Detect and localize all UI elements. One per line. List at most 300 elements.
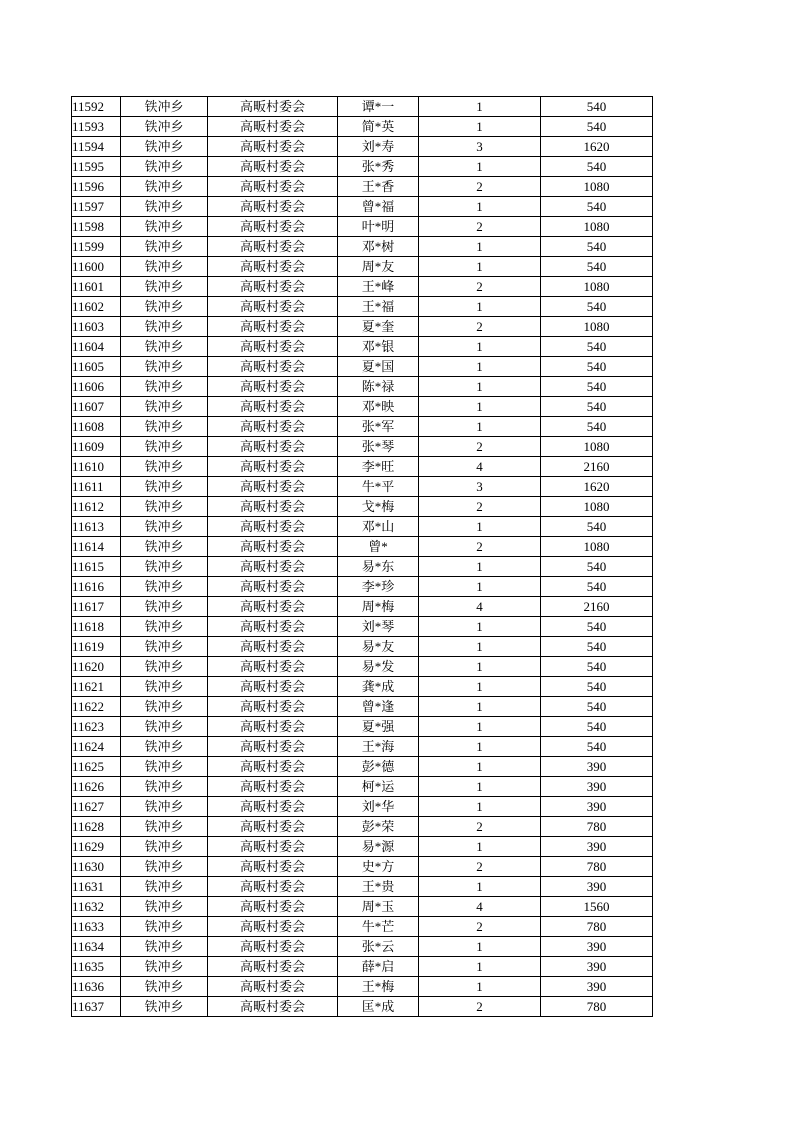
cell-township: 铁冲乡: [121, 437, 208, 457]
cell-person-name: 牛*平: [338, 477, 419, 497]
cell-amount: 540: [541, 197, 653, 217]
cell-serial-number: 11609: [72, 437, 121, 457]
cell-township: 铁冲乡: [121, 137, 208, 157]
cell-township: 铁冲乡: [121, 217, 208, 237]
table-row: [72, 817, 653, 837]
table-row: [72, 397, 653, 417]
cell-household-count: 2: [419, 817, 541, 837]
cell-township: 铁冲乡: [121, 637, 208, 657]
table-row: [72, 457, 653, 477]
cell-household-count: 1: [419, 777, 541, 797]
cell-township: 铁冲乡: [121, 877, 208, 897]
cell-township: 铁冲乡: [121, 337, 208, 357]
cell-household-count: 1: [419, 557, 541, 577]
cell-person-name: 周*玉: [338, 897, 419, 917]
table-row: [72, 417, 653, 437]
cell-village-committee: 高畈村委会: [208, 617, 338, 637]
cell-household-count: 1: [419, 757, 541, 777]
cell-household-count: 1: [419, 417, 541, 437]
cell-amount: 390: [541, 797, 653, 817]
cell-serial-number: 11634: [72, 937, 121, 957]
cell-person-name: 薛*启: [338, 957, 419, 977]
table-row: [72, 857, 653, 877]
cell-amount: 2160: [541, 457, 653, 477]
cell-township: 铁冲乡: [121, 817, 208, 837]
cell-person-name: 曾*: [338, 537, 419, 557]
cell-household-count: 1: [419, 117, 541, 137]
cell-township: 铁冲乡: [121, 837, 208, 857]
cell-village-committee: 高畈村委会: [208, 797, 338, 817]
cell-village-committee: 高畈村委会: [208, 657, 338, 677]
cell-township: 铁冲乡: [121, 657, 208, 677]
table-row: [72, 637, 653, 657]
cell-village-committee: 高畈村委会: [208, 717, 338, 737]
table-row: [72, 757, 653, 777]
cell-household-count: 1: [419, 377, 541, 397]
cell-amount: 1080: [541, 437, 653, 457]
cell-village-committee: 高畈村委会: [208, 677, 338, 697]
cell-person-name: 张*琴: [338, 437, 419, 457]
cell-township: 铁冲乡: [121, 677, 208, 697]
cell-village-committee: 高畈村委会: [208, 237, 338, 257]
cell-township: 铁冲乡: [121, 977, 208, 997]
cell-household-count: 3: [419, 137, 541, 157]
cell-township: 铁冲乡: [121, 777, 208, 797]
cell-amount: 540: [541, 717, 653, 737]
cell-serial-number: 11628: [72, 817, 121, 837]
cell-amount: 540: [541, 737, 653, 757]
cell-amount: 390: [541, 757, 653, 777]
cell-household-count: 1: [419, 97, 541, 117]
cell-household-count: 1: [419, 657, 541, 677]
cell-serial-number: 11602: [72, 297, 121, 317]
table-row: [72, 617, 653, 637]
cell-amount: 540: [541, 157, 653, 177]
table-row: [72, 717, 653, 737]
cell-household-count: 1: [419, 797, 541, 817]
cell-amount: 540: [541, 557, 653, 577]
cell-village-committee: 高畈村委会: [208, 197, 338, 217]
cell-household-count: 1: [419, 837, 541, 857]
cell-amount: 390: [541, 937, 653, 957]
cell-amount: 2160: [541, 597, 653, 617]
cell-serial-number: 11595: [72, 157, 121, 177]
cell-serial-number: 11631: [72, 877, 121, 897]
table-row: [72, 877, 653, 897]
cell-person-name: 夏*强: [338, 717, 419, 737]
cell-household-count: 1: [419, 937, 541, 957]
cell-serial-number: 11612: [72, 497, 121, 517]
cell-village-committee: 高畈村委会: [208, 217, 338, 237]
cell-serial-number: 11637: [72, 997, 121, 1017]
table-row: [72, 437, 653, 457]
cell-village-committee: 高畈村委会: [208, 377, 338, 397]
cell-village-committee: 高畈村委会: [208, 357, 338, 377]
cell-amount: 780: [541, 917, 653, 937]
cell-household-count: 4: [419, 457, 541, 477]
cell-amount: 540: [541, 297, 653, 317]
cell-household-count: 2: [419, 997, 541, 1017]
cell-serial-number: 11632: [72, 897, 121, 917]
cell-amount: 540: [541, 97, 653, 117]
cell-amount: 540: [541, 617, 653, 637]
cell-township: 铁冲乡: [121, 157, 208, 177]
cell-village-committee: 高畈村委会: [208, 697, 338, 717]
cell-township: 铁冲乡: [121, 297, 208, 317]
cell-household-count: 2: [419, 537, 541, 557]
cell-amount: 1080: [541, 497, 653, 517]
cell-township: 铁冲乡: [121, 997, 208, 1017]
cell-household-count: 1: [419, 677, 541, 697]
table-row: [72, 277, 653, 297]
cell-amount: 540: [541, 397, 653, 417]
cell-serial-number: 11613: [72, 517, 121, 537]
cell-village-committee: 高畈村委会: [208, 337, 338, 357]
cell-amount: 390: [541, 777, 653, 797]
cell-amount: 1080: [541, 317, 653, 337]
cell-person-name: 王*海: [338, 737, 419, 757]
cell-household-count: 2: [419, 497, 541, 517]
data-table: [71, 96, 653, 1017]
cell-township: 铁冲乡: [121, 397, 208, 417]
cell-village-committee: 高畈村委会: [208, 857, 338, 877]
cell-household-count: 1: [419, 517, 541, 537]
cell-village-committee: 高畈村委会: [208, 897, 338, 917]
cell-serial-number: 11606: [72, 377, 121, 397]
cell-village-committee: 高畈村委会: [208, 977, 338, 997]
table-row: [72, 597, 653, 617]
cell-township: 铁冲乡: [121, 617, 208, 637]
cell-village-committee: 高畈村委会: [208, 297, 338, 317]
cell-village-committee: 高畈村委会: [208, 597, 338, 617]
table-row: [72, 197, 653, 217]
cell-township: 铁冲乡: [121, 697, 208, 717]
table-row: [72, 837, 653, 857]
cell-serial-number: 11621: [72, 677, 121, 697]
table-row: [72, 977, 653, 997]
cell-serial-number: 11633: [72, 917, 121, 937]
cell-village-committee: 高畈村委会: [208, 517, 338, 537]
cell-serial-number: 11593: [72, 117, 121, 137]
cell-serial-number: 11598: [72, 217, 121, 237]
cell-village-committee: 高畈村委会: [208, 437, 338, 457]
cell-person-name: 张*军: [338, 417, 419, 437]
cell-village-committee: 高畈村委会: [208, 177, 338, 197]
cell-village-committee: 高畈村委会: [208, 837, 338, 857]
cell-person-name: 易*源: [338, 837, 419, 857]
cell-household-count: 1: [419, 337, 541, 357]
cell-amount: 1080: [541, 277, 653, 297]
cell-household-count: 2: [419, 857, 541, 877]
cell-person-name: 邓*映: [338, 397, 419, 417]
table-row: [72, 937, 653, 957]
cell-amount: 390: [541, 877, 653, 897]
cell-village-committee: 高畈村委会: [208, 777, 338, 797]
cell-township: 铁冲乡: [121, 857, 208, 877]
cell-village-committee: 高畈村委会: [208, 257, 338, 277]
cell-village-committee: 高畈村委会: [208, 417, 338, 437]
cell-person-name: 戈*梅: [338, 497, 419, 517]
cell-amount: 540: [541, 657, 653, 677]
cell-serial-number: 11617: [72, 597, 121, 617]
cell-person-name: 曾*福: [338, 197, 419, 217]
cell-person-name: 谭*一: [338, 97, 419, 117]
cell-household-count: 1: [419, 617, 541, 637]
cell-village-committee: 高畈村委会: [208, 637, 338, 657]
cell-village-committee: 高畈村委会: [208, 317, 338, 337]
cell-amount: 390: [541, 837, 653, 857]
cell-person-name: 王*香: [338, 177, 419, 197]
cell-township: 铁冲乡: [121, 897, 208, 917]
cell-township: 铁冲乡: [121, 97, 208, 117]
cell-household-count: 1: [419, 717, 541, 737]
cell-household-count: 1: [419, 297, 541, 317]
cell-household-count: 3: [419, 477, 541, 497]
cell-serial-number: 11627: [72, 797, 121, 817]
cell-township: 铁冲乡: [121, 597, 208, 617]
cell-person-name: 王*峰: [338, 277, 419, 297]
table-row: [72, 237, 653, 257]
cell-village-committee: 高畈村委会: [208, 917, 338, 937]
cell-person-name: 刘*琴: [338, 617, 419, 637]
cell-amount: 540: [541, 417, 653, 437]
cell-household-count: 1: [419, 977, 541, 997]
table-row: [72, 337, 653, 357]
table-row: [72, 297, 653, 317]
cell-village-committee: 高畈村委会: [208, 557, 338, 577]
cell-village-committee: 高畈村委会: [208, 497, 338, 517]
cell-township: 铁冲乡: [121, 357, 208, 377]
table-row: [72, 357, 653, 377]
cell-township: 铁冲乡: [121, 117, 208, 137]
table-row: [72, 657, 653, 677]
cell-village-committee: 高畈村委会: [208, 997, 338, 1017]
cell-serial-number: 11614: [72, 537, 121, 557]
cell-household-count: 2: [419, 437, 541, 457]
cell-serial-number: 11601: [72, 277, 121, 297]
table-row: [72, 477, 653, 497]
cell-serial-number: 11604: [72, 337, 121, 357]
cell-household-count: 2: [419, 317, 541, 337]
table-row: [72, 117, 653, 137]
table-row: [72, 577, 653, 597]
cell-amount: 540: [541, 337, 653, 357]
table-row: [72, 257, 653, 277]
cell-village-committee: 高畈村委会: [208, 817, 338, 837]
cell-household-count: 1: [419, 877, 541, 897]
cell-serial-number: 11594: [72, 137, 121, 157]
cell-serial-number: 11611: [72, 477, 121, 497]
cell-serial-number: 11636: [72, 977, 121, 997]
cell-household-count: 1: [419, 237, 541, 257]
cell-amount: 540: [541, 237, 653, 257]
cell-amount: 1080: [541, 217, 653, 237]
cell-household-count: 4: [419, 597, 541, 617]
cell-amount: 540: [541, 517, 653, 537]
cell-household-count: 1: [419, 257, 541, 277]
cell-person-name: 简*英: [338, 117, 419, 137]
cell-township: 铁冲乡: [121, 277, 208, 297]
cell-serial-number: 11603: [72, 317, 121, 337]
cell-person-name: 王*贵: [338, 877, 419, 897]
cell-serial-number: 11619: [72, 637, 121, 657]
table-row: [72, 97, 653, 117]
cell-serial-number: 11597: [72, 197, 121, 217]
cell-serial-number: 11616: [72, 577, 121, 597]
cell-village-committee: 高畈村委会: [208, 117, 338, 137]
table-row: [72, 517, 653, 537]
cell-person-name: 张*云: [338, 937, 419, 957]
table-row: [72, 557, 653, 577]
cell-household-count: 1: [419, 197, 541, 217]
cell-person-name: 张*秀: [338, 157, 419, 177]
cell-township: 铁冲乡: [121, 737, 208, 757]
cell-township: 铁冲乡: [121, 377, 208, 397]
cell-household-count: 1: [419, 577, 541, 597]
cell-household-count: 1: [419, 697, 541, 717]
cell-person-name: 刘*寿: [338, 137, 419, 157]
table-row: [72, 797, 653, 817]
cell-township: 铁冲乡: [121, 797, 208, 817]
cell-serial-number: 11629: [72, 837, 121, 857]
cell-amount: 540: [541, 257, 653, 277]
cell-person-name: 夏*国: [338, 357, 419, 377]
cell-township: 铁冲乡: [121, 457, 208, 477]
cell-serial-number: 11624: [72, 737, 121, 757]
cell-serial-number: 11635: [72, 957, 121, 977]
table-row: [72, 497, 653, 517]
cell-person-name: 曾*逢: [338, 697, 419, 717]
cell-township: 铁冲乡: [121, 197, 208, 217]
cell-amount: 1620: [541, 137, 653, 157]
cell-amount: 540: [541, 637, 653, 657]
cell-village-committee: 高畈村委会: [208, 457, 338, 477]
cell-village-committee: 高畈村委会: [208, 877, 338, 897]
table-row: [72, 177, 653, 197]
cell-household-count: 1: [419, 637, 541, 657]
cell-household-count: 2: [419, 217, 541, 237]
cell-village-committee: 高畈村委会: [208, 957, 338, 977]
cell-person-name: 陈*禄: [338, 377, 419, 397]
cell-amount: 390: [541, 957, 653, 977]
cell-amount: 1080: [541, 537, 653, 557]
cell-household-count: 4: [419, 897, 541, 917]
cell-village-committee: 高畈村委会: [208, 477, 338, 497]
cell-person-name: 邓*树: [338, 237, 419, 257]
cell-amount: 1560: [541, 897, 653, 917]
cell-person-name: 易*发: [338, 657, 419, 677]
cell-person-name: 叶*明: [338, 217, 419, 237]
cell-serial-number: 11599: [72, 237, 121, 257]
cell-village-committee: 高畈村委会: [208, 577, 338, 597]
cell-household-count: 2: [419, 177, 541, 197]
cell-person-name: 史*方: [338, 857, 419, 877]
cell-person-name: 李*旺: [338, 457, 419, 477]
cell-serial-number: 11605: [72, 357, 121, 377]
cell-person-name: 周*梅: [338, 597, 419, 617]
table-row: [72, 697, 653, 717]
cell-serial-number: 11592: [72, 97, 121, 117]
table-row: [72, 537, 653, 557]
cell-township: 铁冲乡: [121, 317, 208, 337]
cell-serial-number: 11596: [72, 177, 121, 197]
table-row: [72, 997, 653, 1017]
cell-serial-number: 11615: [72, 557, 121, 577]
table-row: [72, 137, 653, 157]
cell-serial-number: 11610: [72, 457, 121, 477]
cell-household-count: 1: [419, 357, 541, 377]
cell-amount: 390: [541, 977, 653, 997]
table-row: [72, 677, 653, 697]
table-row: [72, 377, 653, 397]
cell-person-name: 牛*芒: [338, 917, 419, 937]
cell-serial-number: 11618: [72, 617, 121, 637]
cell-person-name: 王*梅: [338, 977, 419, 997]
table-body: [72, 97, 653, 1017]
cell-amount: 780: [541, 857, 653, 877]
cell-amount: 540: [541, 117, 653, 137]
cell-person-name: 邓*银: [338, 337, 419, 357]
table-row: [72, 897, 653, 917]
cell-household-count: 2: [419, 277, 541, 297]
cell-township: 铁冲乡: [121, 717, 208, 737]
cell-amount: 540: [541, 577, 653, 597]
cell-township: 铁冲乡: [121, 757, 208, 777]
table-row: [72, 777, 653, 797]
cell-person-name: 匡*成: [338, 997, 419, 1017]
cell-person-name: 李*珍: [338, 577, 419, 597]
cell-village-committee: 高畈村委会: [208, 157, 338, 177]
table-row: [72, 157, 653, 177]
cell-amount: 540: [541, 697, 653, 717]
cell-serial-number: 11622: [72, 697, 121, 717]
cell-amount: 1080: [541, 177, 653, 197]
cell-township: 铁冲乡: [121, 957, 208, 977]
cell-serial-number: 11600: [72, 257, 121, 277]
cell-serial-number: 11608: [72, 417, 121, 437]
cell-township: 铁冲乡: [121, 177, 208, 197]
cell-village-committee: 高畈村委会: [208, 537, 338, 557]
cell-township: 铁冲乡: [121, 477, 208, 497]
cell-serial-number: 11625: [72, 757, 121, 777]
cell-household-count: 2: [419, 917, 541, 937]
cell-serial-number: 11620: [72, 657, 121, 677]
cell-person-name: 柯*运: [338, 777, 419, 797]
cell-person-name: 王*福: [338, 297, 419, 317]
cell-village-committee: 高畈村委会: [208, 97, 338, 117]
cell-person-name: 易*友: [338, 637, 419, 657]
cell-township: 铁冲乡: [121, 557, 208, 577]
cell-serial-number: 11623: [72, 717, 121, 737]
table-row: [72, 957, 653, 977]
cell-township: 铁冲乡: [121, 497, 208, 517]
cell-person-name: 刘*华: [338, 797, 419, 817]
cell-person-name: 彭*荣: [338, 817, 419, 837]
cell-serial-number: 11626: [72, 777, 121, 797]
cell-amount: 1620: [541, 477, 653, 497]
cell-village-committee: 高畈村委会: [208, 397, 338, 417]
cell-person-name: 邓*山: [338, 517, 419, 537]
cell-serial-number: 11630: [72, 857, 121, 877]
cell-amount: 540: [541, 357, 653, 377]
cell-person-name: 周*友: [338, 257, 419, 277]
cell-amount: 780: [541, 817, 653, 837]
cell-township: 铁冲乡: [121, 917, 208, 937]
cell-village-committee: 高畈村委会: [208, 277, 338, 297]
table-row: [72, 917, 653, 937]
table-row: [72, 217, 653, 237]
cell-person-name: 龚*成: [338, 677, 419, 697]
